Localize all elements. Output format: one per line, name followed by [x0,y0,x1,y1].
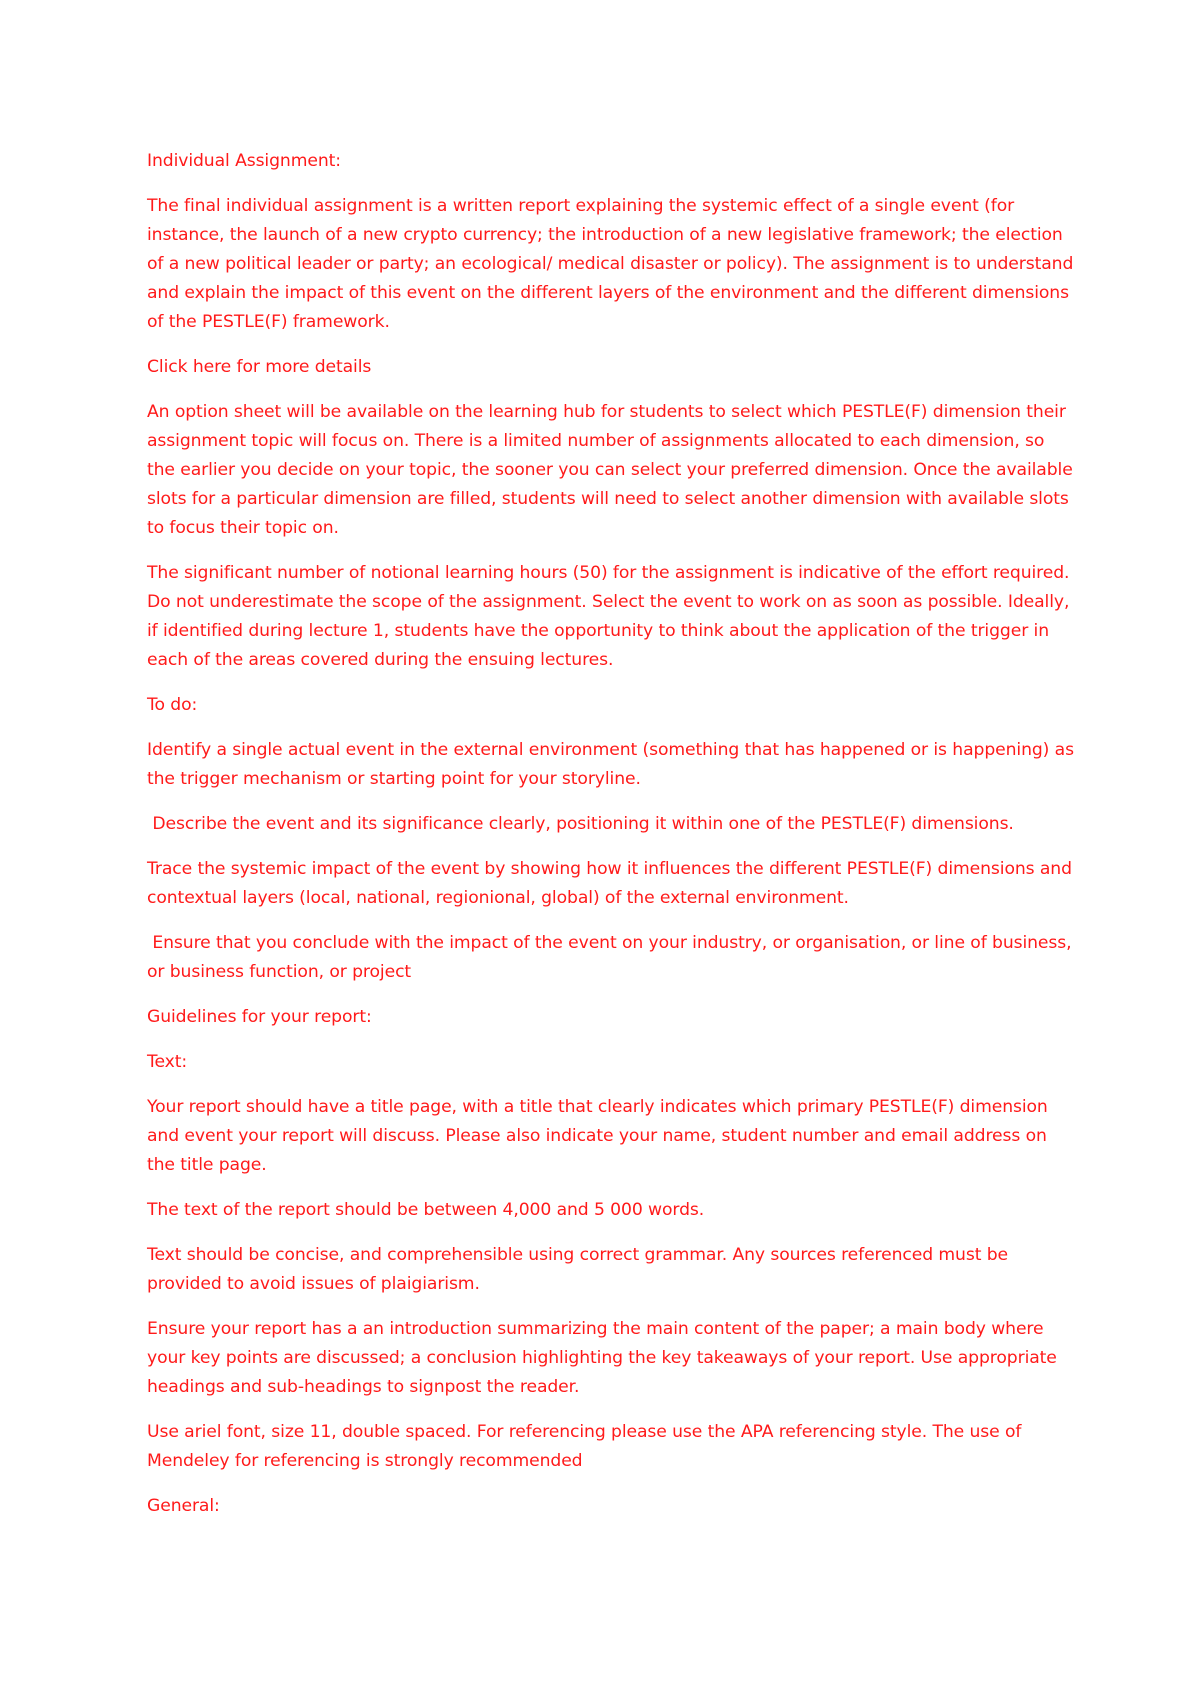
text-item-structure: Ensure your report has a an introduction summarizing the main content of the paper; a main body where your key points are discussed; a conclusion highlighting the key takeaways of your report. Use appropriate headings and sub-headings to signpost the reader. [147,1319,1057,1397]
text-item-title-page: Your report should have a title page, with a title that clearly indicates which primary PESTLE(F) dimension and event your report will discuss. Please also indicate your name, student number and email address on the title page. [147,1097,1048,1175]
todo-item-trace: Trace the systemic impact of the event by showing how it influences the different PESTLE(F) dimensions and contextual layers (local, national, regionional, global) of the external environment. [147,859,1072,908]
assignment-heading: Individual Assignment: [147,151,341,171]
todo-item-conclude: Ensure that you conclude with the impact of the event on your industry, or organisation, or line of business, or business function, or project [147,933,1077,982]
todo-item-identify: Identify a single actual event in the external environment (something that has happened or is happening) as the trigger mechanism or starting point for your storyline. [147,740,1074,789]
todo-heading: To do: [147,695,198,715]
details-link[interactable]: Click here for more details [147,357,372,377]
text-heading: Text: [147,1052,188,1072]
learning-hours-paragraph: The significant number of notional learning hours (50) for the assignment is indicative of the effort required. Do not underestimate the scope of the assignment. Select the event to work on as soon as possible. Ideally, if identified during lecture 1, students have the opportunity to think about the application of the trigger in each of the areas covered during the ensuing lectures. [147,563,1070,670]
general-heading: General: [147,1496,220,1516]
text-item-word-count: The text of the report should be between 4,000 and 5 000 words. [147,1200,705,1220]
text-item-concise: Text should be concise, and comprehensible using correct grammar. Any sources referenced must be provided to avoid issues of plaigiarism. [147,1245,1008,1294]
option-sheet-paragraph: An option sheet will be available on the learning hub for students to select which PESTLE(F) dimension their assignment topic will focus on. There is a limited number of assignments allocated to each dimension, so the earlier you decide on your topic, the sooner you can select your preferred dimension. Once the available slots for a particular dimension are filled, students will need to select another dimension with available slots to focus their topic on. [147,402,1073,538]
intro-paragraph: The final individual assignment is a written report explaining the systemic effect of a single event (for instance, the launch of a new crypto currency; the introduction of a new legislative framework; the election of a new political leader or party; an ecological/ medical disaster or policy). The assignment is to understand and explain the impact of this event on the different layers of the environment and the different dimensions of the PESTLE(F) framework. [147,196,1074,332]
guidelines-heading: Guidelines for your report: [147,1007,372,1027]
document-body [147,147,1077,1537]
todo-item-describe: Describe the event and its significance clearly, positioning it within one of the PESTLE(F) dimensions. [147,814,1014,834]
text-item-formatting: Use ariel font, size 11, double spaced. For referencing please use the APA referencing style. The use of Mendeley for referencing is strongly recommended [147,1422,1022,1471]
